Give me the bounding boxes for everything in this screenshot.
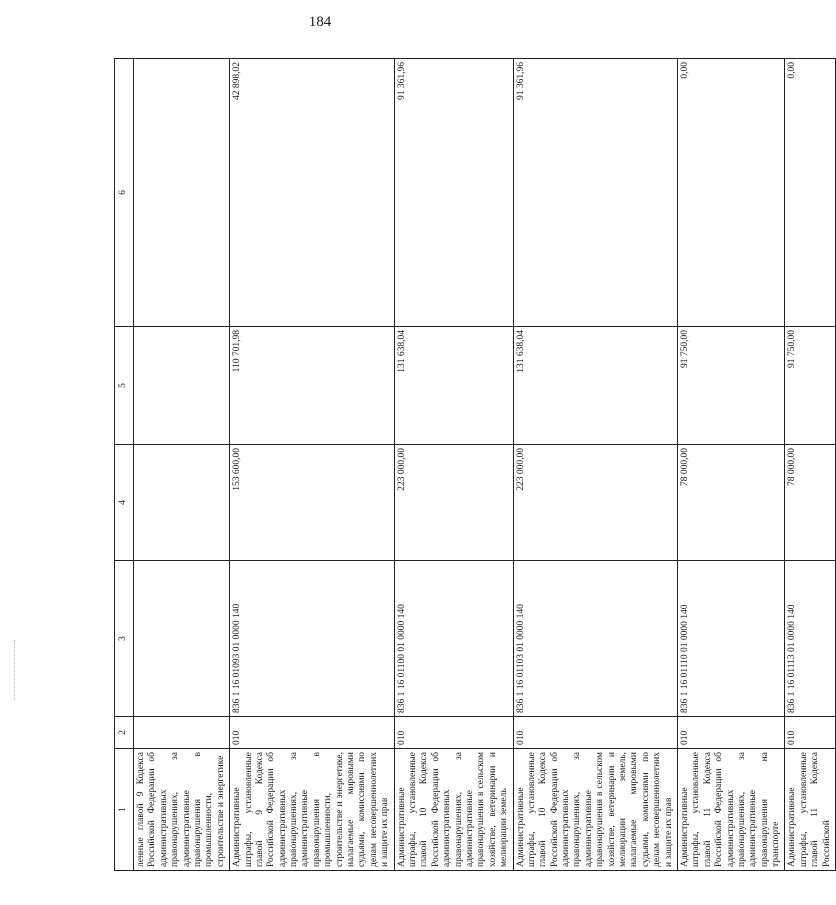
row-col5: 91 750,00 bbox=[677, 327, 785, 445]
table-row bbox=[394, 59, 513, 871]
row-code: 010 bbox=[394, 717, 513, 749]
row-kbk: 836 1 16 01100 01 0000 140 bbox=[394, 561, 513, 717]
table-row bbox=[230, 59, 394, 871]
row-col6: 42 898,02 bbox=[230, 59, 394, 327]
row-name: ленные главой 9 Кодекса Российской Федерации об административных правонарушениях, за административные правонарушения в промышленности, строительстве и энергетике bbox=[134, 749, 230, 871]
row-kbk bbox=[134, 561, 230, 717]
row-col4: 78 000,00 bbox=[677, 445, 785, 561]
scan-margin-mark bbox=[14, 640, 17, 700]
row-code: 010 bbox=[513, 717, 677, 749]
row-col6: 0,00 bbox=[785, 59, 836, 327]
data-table bbox=[114, 58, 836, 871]
table-row bbox=[134, 59, 230, 871]
row-col4: 78 000,00 bbox=[785, 445, 836, 561]
row-col5: 131 638,04 bbox=[513, 327, 677, 445]
row-col6: 91 361,96 bbox=[394, 59, 513, 327]
table-header-row bbox=[115, 59, 134, 871]
row-name: Административные штрафы, установленные главой 10 Кодекса Российской Федерации об административных правонарушениях, за административные правонарушения в сельском хозяйстве, ветеринарии и мелиорации земель, налагаемые мировыми судьями, комиссиями по делам несовершеннолетних и защите их прав bbox=[513, 749, 677, 871]
table-row bbox=[513, 59, 677, 871]
row-code: 010 bbox=[230, 717, 394, 749]
row-col4: 223 000,00 bbox=[513, 445, 677, 561]
row-col6 bbox=[134, 59, 230, 327]
row-kbk: 836 1 16 01103 01 0000 140 bbox=[513, 561, 677, 717]
row-col6: 0,00 bbox=[677, 59, 785, 327]
header-cell-5: 5 bbox=[115, 327, 134, 445]
row-col5: 91 750,00 bbox=[785, 327, 836, 445]
row-name: Административные штрафы, установленные главой 11 Кодекса Российской bbox=[785, 749, 836, 871]
row-code bbox=[134, 717, 230, 749]
row-col6: 91 361,96 bbox=[513, 59, 677, 327]
row-col4: 153 600,00 bbox=[230, 445, 394, 561]
row-name: Административные штрафы, установленные главой 10 Кодекса Российской Федерации об административных правонарушениях, за административные правонарушения в сельском хозяйстве, ветеринарии и мелиорации земель bbox=[394, 749, 513, 871]
table-row bbox=[785, 59, 836, 871]
table-row bbox=[677, 59, 785, 871]
row-col5 bbox=[134, 327, 230, 445]
row-col4 bbox=[134, 445, 230, 561]
header-cell-6: 6 bbox=[115, 59, 134, 327]
row-name: Административные штрафы, установленные главой 11 Кодекса Российской Федерации об административных правонарушениях, за административные правонарушения на транспорте bbox=[677, 749, 785, 871]
row-code: 010 bbox=[785, 717, 836, 749]
row-name: Административные штрафы, установленные главой 9 Кодекса Российской Федерации об административных правонарушениях, за административные правонарушения в промышленности, строительстве и энергетике, налагаемые мировыми судьями, комиссиями по делам несовершеннолетних и защите их прав bbox=[230, 749, 394, 871]
row-kbk: 836 1 16 01113 01 0000 140 bbox=[785, 561, 836, 717]
header-cell-3: 3 bbox=[115, 561, 134, 717]
row-kbk: 836 1 16 01110 01 0000 140 bbox=[677, 561, 785, 717]
row-kbk: 836 1 16 01093 01 0000 140 bbox=[230, 561, 394, 717]
row-col5: 131 638,04 bbox=[394, 327, 513, 445]
header-cell-4: 4 bbox=[115, 445, 134, 561]
row-code: 010 bbox=[677, 717, 785, 749]
header-cell-2: 2 bbox=[115, 717, 134, 749]
page-number: 184 bbox=[308, 14, 332, 30]
header-cell-1: 1 bbox=[115, 749, 134, 871]
rotated-table-container bbox=[114, 59, 832, 871]
row-col4: 223 000,00 bbox=[394, 445, 513, 561]
row-col5: 110 701,98 bbox=[230, 327, 394, 445]
